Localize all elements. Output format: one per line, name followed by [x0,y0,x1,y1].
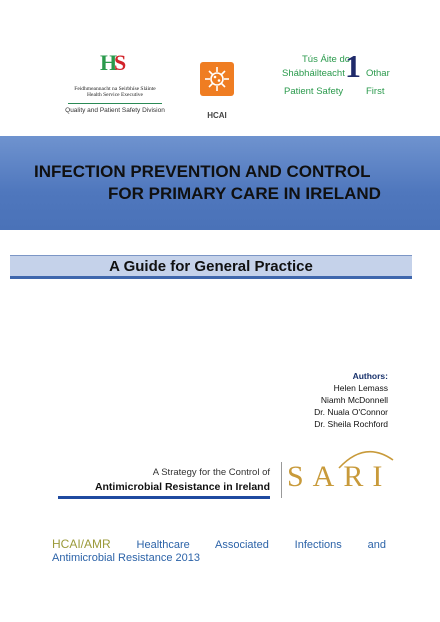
footer-prefix: HCAI/AMR [52,537,111,551]
psf-irish-line1: Tús Áite do [302,54,351,65]
patient-safety-first-logo [270,48,400,112]
hse-english-name: Health Service Executive [87,92,143,98]
author-name: Dr. Sheila Rochford [314,419,388,429]
psf-numeral: 1 [345,48,361,84]
hse-logo [60,50,170,120]
psf-english-line1: Patient Safety [284,86,344,97]
hcai-label: HCAI [207,111,227,120]
svg-text:S: S [114,50,127,75]
title-banner [0,136,440,230]
hse-division: Quality and Patient Safety Division [65,107,165,114]
footer-line1-text: Healthcare Associated Infections and [136,539,386,551]
author-name: Dr. Nuala O'Connor [314,407,388,417]
hse-irish-name: Feidhmeannacht na Seirbhíse Sláinte [74,86,156,92]
svg-text:H: H [100,50,118,75]
subtitle-box [10,255,412,279]
sari-separator [281,462,282,498]
psf-english-line2: First [366,86,385,97]
author-name: Niamh McDonnell [320,395,388,405]
subtitle-text: A Guide for General Practice [109,258,313,275]
author-name: Helen Lemass [333,383,388,393]
authors-block [260,370,388,430]
sari-strategy-text: A Strategy for the Control of [152,467,270,478]
hcai-logo [200,62,234,96]
germ-icon [200,62,234,96]
footer-line-1 [52,537,386,553]
title-line-2: FOR PRIMARY CARE IN IRELAND [108,184,381,203]
sari-amr-text: Antimicrobial Resistance in Ireland [94,481,270,493]
footer-line-2: Antimicrobial Resistance 2013 [52,552,200,564]
title-line-1: INFECTION PREVENTION AND CONTROL [34,162,371,181]
psf-irish-line2: Shábháilteacht [282,68,345,79]
sari-wordmark: SARI [287,460,392,493]
authors-heading: Authors: [352,371,388,381]
sari-underline [58,496,270,499]
hse-mark-icon [98,50,130,76]
hse-divider [68,103,162,104]
psf-irish-line3: Othar [366,68,390,79]
